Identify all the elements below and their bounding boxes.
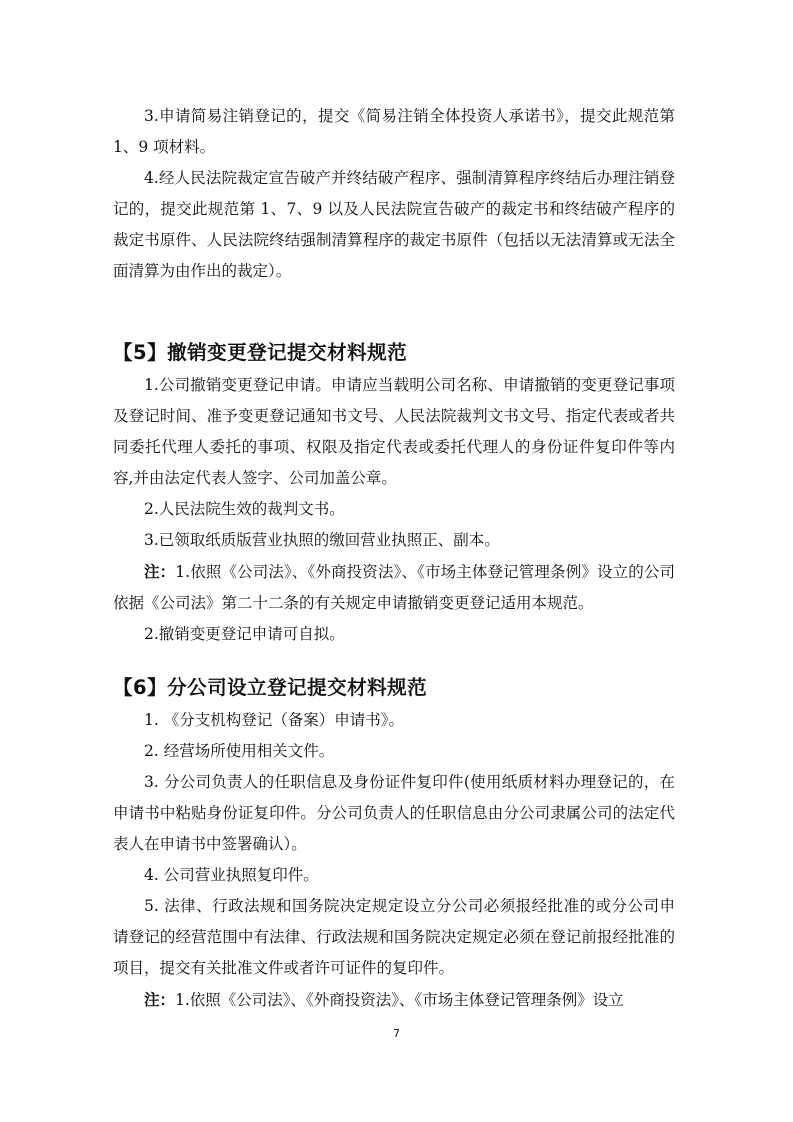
- note-text: 1.依照《公司法》、《外商投资法》、《市场主体登记管理条例》设立的公司依据《公司法》第二十二条的有关规定申请撤销变更登记适用本规范。: [113, 563, 675, 612]
- section-5-title: 【5】撤销变更登记提交材料规范: [113, 341, 408, 364]
- section-spacer: [113, 650, 675, 671]
- section-6-item-4: 4. 公司营业执照复印件。: [144, 866, 319, 884]
- section-6-note: [113, 984, 675, 1016]
- section-6-title: 【6】分公司设立登记提交材料规范: [113, 676, 428, 699]
- page-content: [113, 101, 675, 1016]
- section-6-item-5: 5. 法律、行政法规和国务院决定规定设立分公司必须报经批准的或分公司申请登记的经营范围中有法律、行政法规和国务院决定规定必须在登记前报经批准的项目，提交有关批准文件或者许可证件的复印件。: [113, 897, 675, 977]
- section-spacer: [113, 287, 675, 336]
- section-6-item-3: 3. 分公司负责人的任职信息及身份证件复印件(使用纸质材料办理登记的，在申请书中粘贴身份证复印件。分公司负责人的任职信息由分公司隶属公司的法定代表人在申请书中签署确认）。: [113, 773, 675, 853]
- section-5-note-item-2: 2.撤销变更登记申请可自拟。: [144, 625, 345, 643]
- prev-item-3: 3.申请简易注销登记的，提交《简易注销全体投资人承诺书》，提交此规范第 1、9 项材料。: [113, 107, 675, 156]
- section-6-item-2: 2. 经营场所使用相关文件。: [144, 742, 335, 760]
- page-number: 7: [393, 1027, 400, 1040]
- section-5-item-2: 2.人民法院生效的裁判文书。: [144, 500, 345, 518]
- section-5-note: [113, 556, 675, 619]
- note-label: 注：: [144, 990, 176, 1009]
- section-5-item-1: 1.公司撤销变更登记申请。申请应当载明公司名称、申请撤销的变更登记事项及登记时间、准予变更登记通知书文号、人民法院裁判文书文号、指定代表或者共同委托代理人委托的事项、权限及指定代表或委托代理人的身份证件复印件等内容,并由法定代表人签字、公司加盖公章。: [113, 376, 675, 487]
- note-text: 1.依照《公司法》、《外商投资法》、《市场主体登记管理条例》设立: [175, 991, 624, 1009]
- section-5-item-3: 3.已领取纸质版营业执照的缴回营业执照正、副本。: [144, 531, 500, 549]
- prev-item-4: 4.经人民法院裁定宣告破产并终结破产程序、强制清算程序终结后办理注销登记的，提交此规范第 1、7、9 以及人民法院宣告破产的裁定书和终结破产程序的裁定书原件、人民法院终结强制清算程序的裁定书原件（包括以无法清算或无法全面清算为由作出的裁定）。: [113, 169, 675, 280]
- section-6-item-1: 1. 《分支机构登记（备案）申请书》。: [144, 711, 404, 729]
- note-label: 注：: [144, 562, 176, 581]
